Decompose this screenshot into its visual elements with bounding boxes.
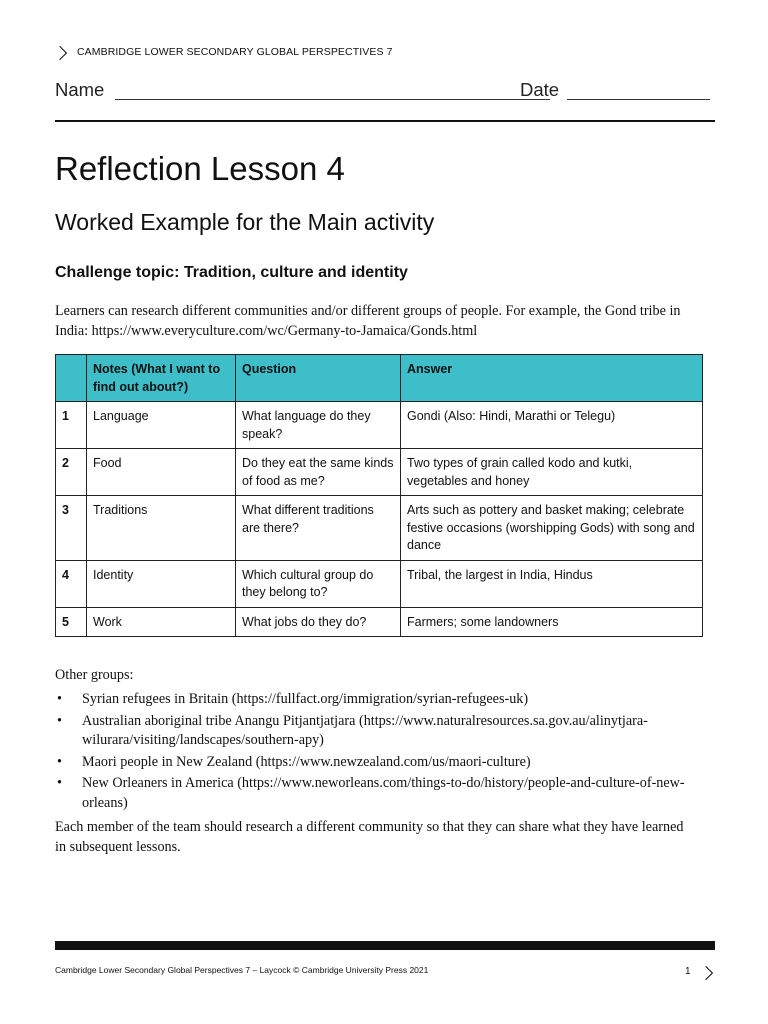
row-note: Language (87, 402, 236, 449)
row-question: Do they eat the same kinds of food as me? (236, 449, 401, 496)
row-question: What jobs do they do? (236, 607, 401, 637)
table-header-row (56, 355, 703, 402)
list-item-text: Australian aboriginal tribe Anangu Pitjantjatjara (https://www.naturalresources.sa.gov.au/alinytjara-wilurara/visiting/landscapes/southern-apy) (82, 712, 648, 748)
header-answer: Answer (401, 355, 703, 402)
header-rule (55, 120, 715, 122)
row-answer: Two types of grain called kodo and kutki, vegetables and honey (401, 449, 703, 496)
chevron-right-icon (699, 966, 713, 980)
series-title: CAMBRIDGE LOWER SECONDARY GLOBAL PERSPECTIVES 7 (77, 46, 393, 58)
list-item-text: Syrian refugees in Britain (https://fullfact.org/immigration/syrian-refugees-uk) (82, 691, 529, 707)
bullet-icon: • (57, 691, 62, 707)
row-question: Which cultural group do they belong to? (236, 560, 401, 607)
name-line (115, 99, 550, 100)
row-number: 1 (56, 402, 87, 449)
name-label: Name (55, 79, 105, 100)
row-answer: Arts such as pottery and basket making; celebrate festive occasions (worshipping Gods) with song and dance (401, 496, 703, 561)
other-groups-label: Other groups: (55, 667, 134, 683)
chevron-right-icon (53, 45, 67, 59)
header-num (56, 355, 87, 402)
date-label: Date (520, 79, 560, 100)
closing-paragraph: Each member of the team should research a different community so that they can share what they have learned in subsequent lessons. (55, 819, 684, 855)
row-number: 2 (56, 449, 87, 496)
list-item (55, 753, 715, 773)
row-answer: Farmers; some landowners (401, 607, 703, 637)
page-subtitle: Worked Example for the Main activity (55, 209, 435, 235)
row-number: 5 (56, 607, 87, 637)
row-note: Work (87, 607, 236, 637)
challenge-topic: Challenge topic: Tradition, culture and identity (55, 264, 408, 281)
intro-paragraph: Learners can research different communities and/or different groups of people. For example, the Gond tribe in India: https://www.everyculture.com/wc/Germany-to-Jamaica/Gonds.html (55, 303, 681, 339)
list-item (55, 690, 715, 710)
list-item-text: Maori people in New Zealand (https://www.newzealand.com/us/maori-culture) (82, 753, 531, 770)
table-row (56, 402, 703, 449)
row-question: What language do they speak? (236, 402, 401, 449)
footer-rule (55, 941, 715, 950)
bullet-icon: • (57, 712, 62, 729)
other-groups-list (55, 690, 715, 815)
running-header (55, 46, 393, 58)
table-row (56, 449, 703, 496)
bullet-icon: • (57, 753, 62, 770)
page-title: Reflection Lesson 4 (55, 150, 345, 187)
row-number: 3 (56, 496, 87, 561)
row-number: 4 (56, 560, 87, 607)
row-note: Identity (87, 560, 236, 607)
row-note: Traditions (87, 496, 236, 561)
table-row (56, 560, 703, 607)
bullet-icon: • (57, 775, 62, 791)
row-note: Food (87, 449, 236, 496)
header-question: Question (236, 355, 401, 402)
list-item (55, 774, 715, 813)
research-table (55, 354, 703, 637)
table-row (56, 496, 703, 561)
date-line (567, 99, 710, 100)
list-item (55, 712, 715, 751)
row-answer: Gondi (Also: Hindi, Marathi or Telegu) (401, 402, 703, 449)
footer-credit: Cambridge Lower Secondary Global Perspectives 7 – Laycock © Cambridge University Press 2021 (55, 965, 429, 975)
row-question: What different traditions are there? (236, 496, 401, 561)
page-number: 1 (685, 966, 691, 977)
header-notes: Notes (What I want to find out about?) (87, 355, 236, 402)
row-answer: Tribal, the largest in India, Hindus (401, 560, 703, 607)
table-row (56, 607, 703, 637)
list-item-text: New Orleaners in America (https://www.neworleans.com/things-to-do/history/people-and-culture-of-new-orleans) (82, 775, 685, 811)
